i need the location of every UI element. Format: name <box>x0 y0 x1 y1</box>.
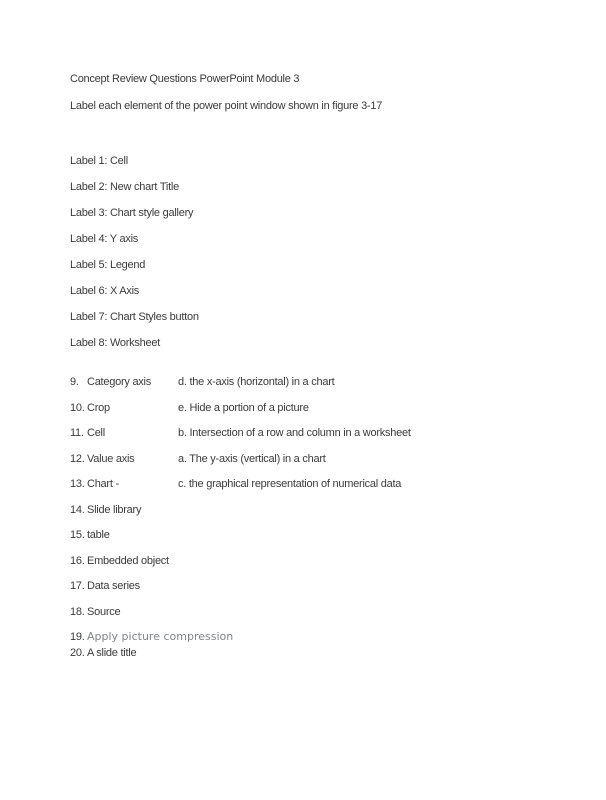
label-answer-5: Label 5: Legend <box>70 259 146 271</box>
item-term: A slide title <box>87 647 137 659</box>
item-definition: a. The y-axis (vertical) in a chart <box>178 452 326 465</box>
item-definition: e. Hide a portion of a picture <box>178 401 309 414</box>
matching-item-17 <box>70 578 570 594</box>
item-term: Crop <box>87 401 110 414</box>
matching-item-14 <box>70 502 570 518</box>
item-number: 19. <box>70 631 85 643</box>
label-answer-2: Label 2: New chart Title <box>70 181 179 193</box>
item-number: 12. <box>70 452 85 465</box>
item-term: Slide library <box>87 503 142 516</box>
label-answer-3: Label 3: Chart style gallery <box>70 207 194 219</box>
item-definition: d. the x-axis (horizontal) in a chart <box>178 376 335 388</box>
item-term-muted: Apply picture compression <box>87 630 234 643</box>
item-number: 17. <box>70 580 85 592</box>
item-number: 15. <box>70 529 85 541</box>
item-term: Source <box>87 605 121 618</box>
labels-section <box>70 153 570 351</box>
matching-item-13 <box>70 476 570 492</box>
matching-item-19 <box>70 629 570 645</box>
item-number: 14. <box>70 503 85 516</box>
label-answer-4: Label 4: Y axis <box>70 233 139 245</box>
label-answer-1: Label 1: Cell <box>70 155 128 167</box>
matching-item-10 <box>70 400 570 416</box>
item-term: Value axis <box>87 452 135 465</box>
item-number: 11. <box>70 427 84 439</box>
item-number: 10. <box>70 401 85 414</box>
matching-item-16 <box>70 553 570 569</box>
item-term: Embedded object <box>87 554 169 567</box>
item-number: 9. <box>70 376 79 388</box>
matching-section <box>70 374 570 661</box>
item-term: Category axis <box>87 376 152 388</box>
item-number: 20. <box>70 647 85 659</box>
item-term: Cell <box>87 427 105 439</box>
item-number: 16. <box>70 554 85 567</box>
matching-item-18 <box>70 604 570 620</box>
matching-item-11 <box>70 425 570 441</box>
label-answer-8: Label 8: Worksheet <box>70 337 161 349</box>
document-instruction: Label each element of the power point window shown in figure 3-17 <box>70 100 383 112</box>
label-answer-7: Label 7: Chart Styles button <box>70 311 199 323</box>
item-definition: c. the graphical representation of numerical data <box>178 478 402 490</box>
matching-item-20 <box>70 645 570 661</box>
matching-item-9 <box>70 374 570 390</box>
item-term: Data series <box>87 580 140 592</box>
label-answer-6: Label 6: X Axis <box>70 285 140 297</box>
item-definition: b. Intersection of a row and column in a worksheet <box>178 427 411 439</box>
matching-item-12 <box>70 451 570 467</box>
matching-item-15 <box>70 527 570 543</box>
item-number: 18. <box>70 605 85 618</box>
item-term: table <box>87 529 110 541</box>
item-term: Chart - <box>87 478 119 490</box>
document-title: Concept Review Questions PowerPoint Module 3 <box>70 73 300 85</box>
item-number: 13. <box>70 478 85 490</box>
